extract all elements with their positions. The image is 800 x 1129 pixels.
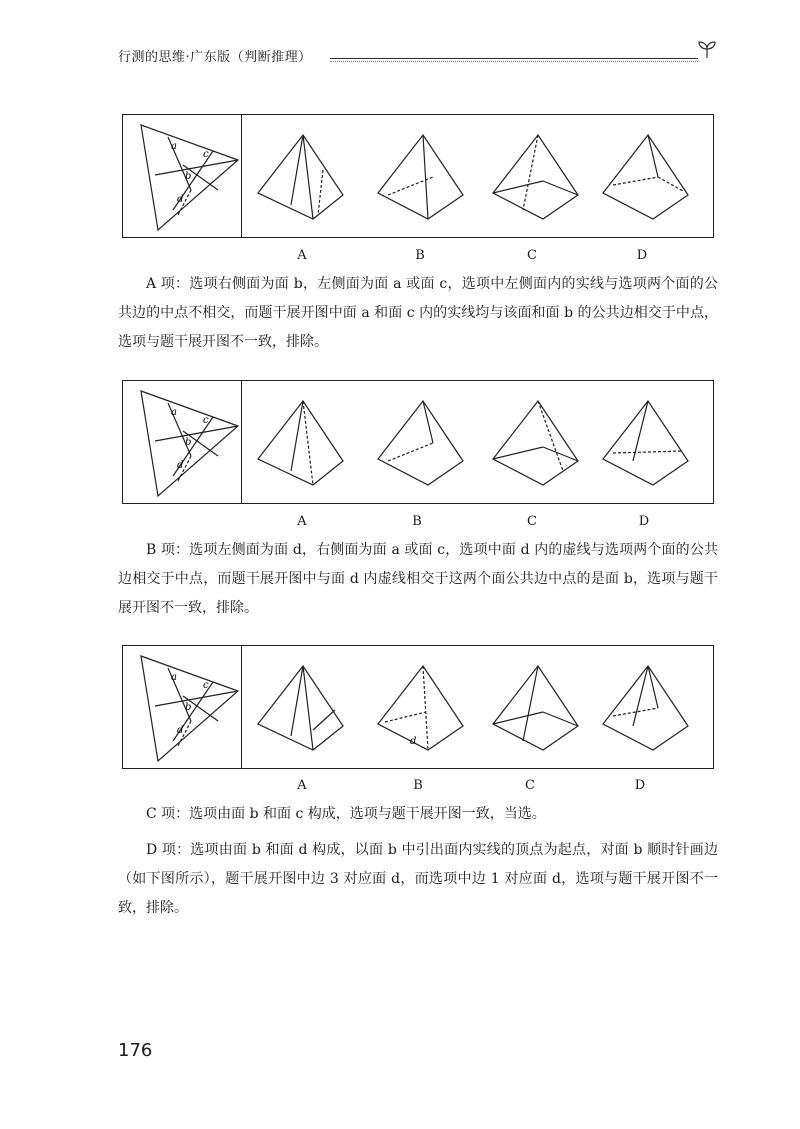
figure-2 xyxy=(122,380,714,504)
option-c-pyramid xyxy=(493,401,578,485)
face-label-d: d xyxy=(177,460,184,471)
option-label-c: C xyxy=(527,248,537,263)
option-label-c: C xyxy=(525,778,535,793)
option-label-b: B xyxy=(413,778,423,793)
figure-1 xyxy=(122,114,714,238)
figure-divider xyxy=(241,381,242,503)
option-label-d: D xyxy=(638,514,650,529)
header-rule xyxy=(330,58,698,59)
option-a-pyramid xyxy=(258,135,343,219)
option-label-b: B xyxy=(412,514,422,529)
face-label-b: b xyxy=(185,171,192,182)
face-label-a: a xyxy=(171,672,177,683)
face-label-d: d xyxy=(177,194,184,205)
header-rule-dotted xyxy=(330,61,698,62)
option-label-d: D xyxy=(634,778,646,793)
option-b-pyramid xyxy=(378,401,463,485)
face-label-b: b xyxy=(185,437,192,448)
option-d-pyramid xyxy=(603,666,688,750)
option-b-pyramid xyxy=(378,135,463,219)
face-label-a: a xyxy=(171,407,177,418)
sprout-icon xyxy=(696,38,718,60)
figure-2-option-labels xyxy=(122,514,714,532)
face-label-b: b xyxy=(185,702,192,713)
paragraph-b: B 项：选项左侧面为面 d，右侧面为面 a 或面 c，选项中面 d 内的虚线与选项两个面的公共边相交于中点，而题干展开图中与面 d 内虚线相交于这两个面公共边中点的是面 b，选项与题干展开图不一致，排除。 xyxy=(118,542,718,616)
page-number: 176 xyxy=(118,1040,153,1061)
paragraph-a: A 项：选项右侧面为面 b，左侧面为面 a 或面 c，选项中左侧面内的实线与选项两个面的公共边的中点不相交，而题干展开图中面 a 和面 c 内的实线均与该面和面 b 的公共边相交于中点，选项与题干展开图不一致，排除。 xyxy=(118,276,718,350)
figure-1-drawing xyxy=(123,115,715,239)
face-label-d: d xyxy=(177,725,184,736)
option-d-pyramid xyxy=(603,135,688,219)
figure-3 xyxy=(122,645,714,769)
face-label-c: c xyxy=(203,680,209,691)
option-face-label-d: d xyxy=(410,736,417,747)
option-a-pyramid xyxy=(258,401,343,485)
running-header-title: 行测的思维·广东版（判断推理） xyxy=(118,50,312,65)
option-label-b: B xyxy=(415,248,425,263)
paragraph-d: D 项：选项由面 b 和面 d 构成，以面 b 中引出面内实线的顶点为起点，对面 b 顺时针画边（如下图所示），题干展开图中边 3 对应面 d，而选项中边 1 对应面 d，选项与题干展开图不一致，排除。 xyxy=(118,842,718,916)
option-d-pyramid xyxy=(603,401,688,485)
option-label-c: C xyxy=(527,514,537,529)
figure-3-drawing xyxy=(123,646,715,770)
option-b-pyramid xyxy=(378,666,463,750)
paragraph-c: C 项：选项由面 b 和面 c 构成，选项与题干展开图一致，当选。 xyxy=(146,806,546,822)
face-label-a: a xyxy=(171,141,177,152)
option-label-a: A xyxy=(297,778,307,793)
figure-2-drawing xyxy=(123,381,715,505)
option-c-pyramid xyxy=(493,666,578,750)
face-label-c: c xyxy=(203,415,209,426)
figure-divider xyxy=(241,115,242,237)
face-label-c: c xyxy=(203,149,209,160)
figure-divider xyxy=(241,646,242,768)
running-header xyxy=(118,44,718,70)
figure-1-option-labels xyxy=(122,248,714,266)
option-label-a: A xyxy=(297,248,307,263)
option-c-pyramid xyxy=(493,135,578,219)
figure-3-option-labels xyxy=(122,778,714,796)
option-a-pyramid xyxy=(258,666,343,750)
option-label-a: A xyxy=(297,514,307,529)
option-label-d: D xyxy=(636,248,648,263)
